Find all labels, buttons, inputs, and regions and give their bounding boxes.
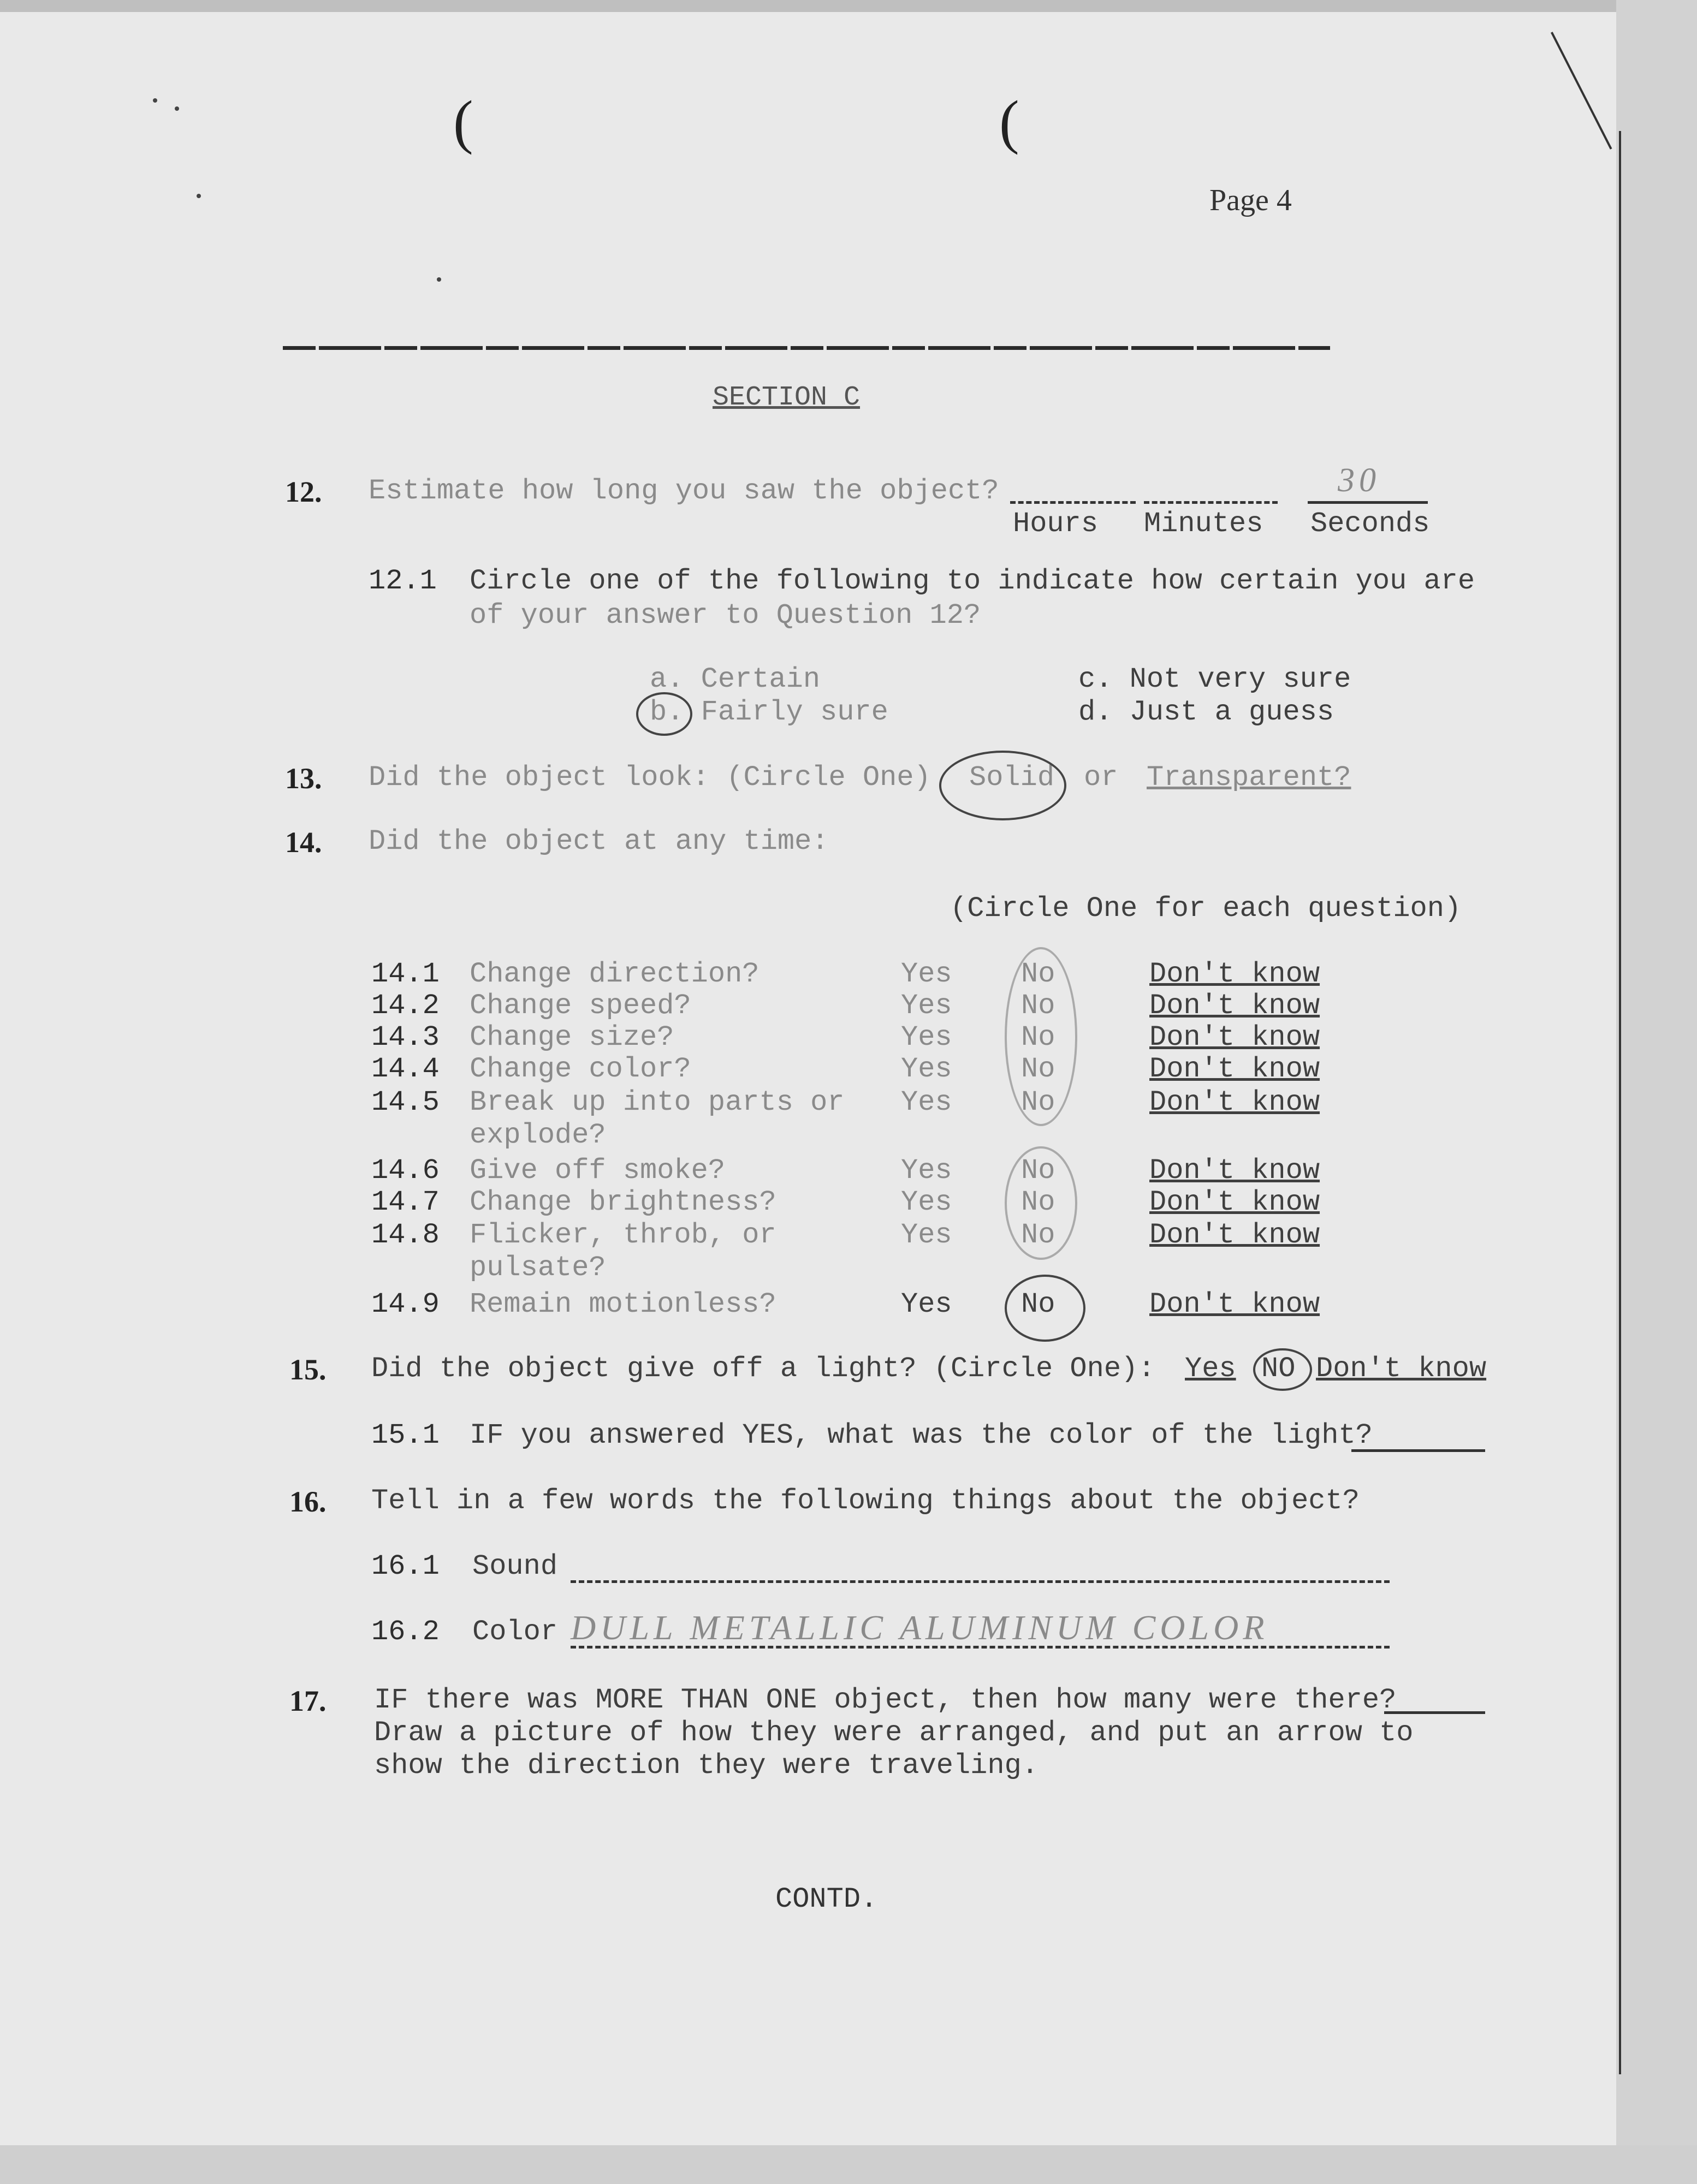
page-border-line [1619,131,1621,2074]
circled-answer [939,751,1066,820]
answer-yes: Yes [901,1288,952,1320]
question-text: Estimate how long you saw the object? [369,475,999,507]
circled-answer [1253,1348,1312,1391]
question-text: Did the object look: (Circle One) [369,761,931,794]
circled-answers [1005,1146,1077,1260]
item-text: explode? [470,1119,606,1151]
item-text: Change direction? [470,958,760,990]
answer-yes: Yes [901,1053,952,1085]
item-text: Break up into parts or [470,1086,845,1118]
answer-blank [1384,1711,1485,1714]
answer-dont-know: Don't know [1316,1353,1487,1385]
sub-question-number: 14.2 [371,990,440,1022]
answer-no: No [1021,1053,1055,1085]
speck [437,277,441,282]
speck [197,194,201,198]
page-number: Page 4 [1209,183,1292,217]
option-text: d. Just a guess [1078,696,1334,728]
answer-dont-know: Don't know [1149,958,1320,990]
answer-no: No [1021,1219,1055,1251]
answer-dont-know: Don't know [1149,1086,1320,1118]
answer-yes: Yes [901,990,952,1022]
question-text: Circle one of the following to indicate how certain you are [470,565,1475,597]
field-label: Sound [472,1550,558,1582]
sub-question-number: 14.7 [371,1186,440,1218]
option-text: Transparent? [1147,761,1351,794]
circled-answers [1005,947,1077,1126]
connector-text: or [1084,761,1118,794]
answer-blank [1144,501,1278,504]
question-number: 16. [289,1485,327,1518]
answer-no: No [1021,1288,1055,1320]
answer-blank [571,1580,1390,1583]
question-text: Did the object at any time: [369,825,829,858]
section-title: SECTION C [713,382,861,413]
item-text: Change speed? [470,990,691,1022]
option-text: Solid [969,761,1055,794]
answer-blank [571,1646,1390,1649]
item-text: pulsate? [470,1252,606,1284]
answer-blank [1351,1449,1485,1452]
sub-question-number: 16.2 [371,1616,440,1648]
item-text: Give off smoke? [470,1155,726,1187]
answer-yes: Yes [901,1086,952,1118]
answer-dont-know: Don't know [1149,1219,1320,1251]
question-text: IF you answered YES, what was the color of the light? [470,1419,1373,1451]
item-text: Change size? [470,1021,674,1054]
scan-edge [0,2145,1697,2184]
answer-no: No [1021,958,1055,990]
sub-question-number: 14.5 [371,1086,440,1118]
question-number: 17. [289,1685,327,1717]
handwritten-answer: DULL METALLIC ALUMINUM COLOR [571,1608,1269,1647]
unit-label: Minutes [1144,508,1263,540]
answer-yes: Yes [901,1219,952,1251]
answer-no: NO [1261,1353,1296,1385]
sub-question-number: 14.9 [371,1288,440,1320]
answer-yes: Yes [901,1186,952,1218]
question-number: 15. [289,1353,327,1386]
item-text: Remain motionless? [470,1288,776,1320]
question-text: Tell in a few words the following things about the object? [371,1485,1360,1517]
question-text: Did the object give off a light? (Circle One): [371,1353,1155,1385]
answer-yes: Yes [901,1155,952,1187]
option-text: c. Not very sure [1078,663,1351,695]
answer-dont-know: Don't know [1149,1053,1320,1085]
option-text: b. Fairly sure [650,696,888,728]
handwritten-answer: 30 [1338,462,1380,499]
item-text: Change color? [470,1053,691,1085]
answer-yes: Yes [1185,1353,1236,1385]
unit-label: Seconds [1310,508,1430,540]
sub-question-number: 14.1 [371,958,440,990]
question-number: 14. [285,826,322,859]
answer-dont-know: Don't know [1149,1021,1320,1054]
question-text: show the direction they were traveling. [374,1749,1039,1782]
sub-question-number: 15.1 [371,1419,440,1451]
circled-answer [1005,1275,1085,1342]
question-text: IF there was MORE THAN ONE object, then how many were there? [374,1684,1397,1716]
punch-mark: ( [999,88,1019,155]
question-text: of your answer to Question 12? [470,599,981,632]
answer-no: No [1021,1021,1055,1054]
question-text: Draw a picture of how they were arranged, and put an arrow to [374,1717,1414,1749]
answer-dont-know: Don't know [1149,1186,1320,1218]
sub-question-number: 14.8 [371,1219,440,1251]
answer-dont-know: Don't know [1149,990,1320,1022]
sub-question-number: 16.1 [371,1550,440,1582]
answer-no: No [1021,1086,1055,1118]
speck [175,106,179,111]
instruction-text: (Circle One for each question) [950,892,1462,925]
divider-line [283,346,1330,350]
scan-edge [0,0,1697,12]
answer-no: No [1021,1186,1055,1218]
answer-no: No [1021,1155,1055,1187]
punch-mark: ( [453,88,473,155]
answer-dont-know: Don't know [1149,1155,1320,1187]
answer-yes: Yes [901,958,952,990]
question-number: 13. [285,762,322,795]
item-text: Flicker, throb, or [470,1219,776,1251]
answer-blank [1010,501,1136,504]
scan-edge [1616,0,1697,2184]
circled-answer [636,692,692,736]
answer-no: No [1021,990,1055,1022]
footer-contd: CONTD. [775,1883,878,1915]
sub-question-number: 12.1 [369,565,437,597]
option-text: a. Certain [650,663,821,695]
sub-question-number: 14.6 [371,1155,440,1187]
answer-yes: Yes [901,1021,952,1054]
sub-question-number: 14.3 [371,1021,440,1054]
question-number: 12. [285,475,322,508]
item-text: Change brightness? [470,1186,776,1218]
field-label: Color [472,1616,558,1648]
sub-question-number: 14.4 [371,1053,440,1085]
unit-label: Hours [1013,508,1099,540]
answer-dont-know: Don't know [1149,1288,1320,1320]
speck [153,98,157,103]
answer-blank [1308,501,1428,504]
